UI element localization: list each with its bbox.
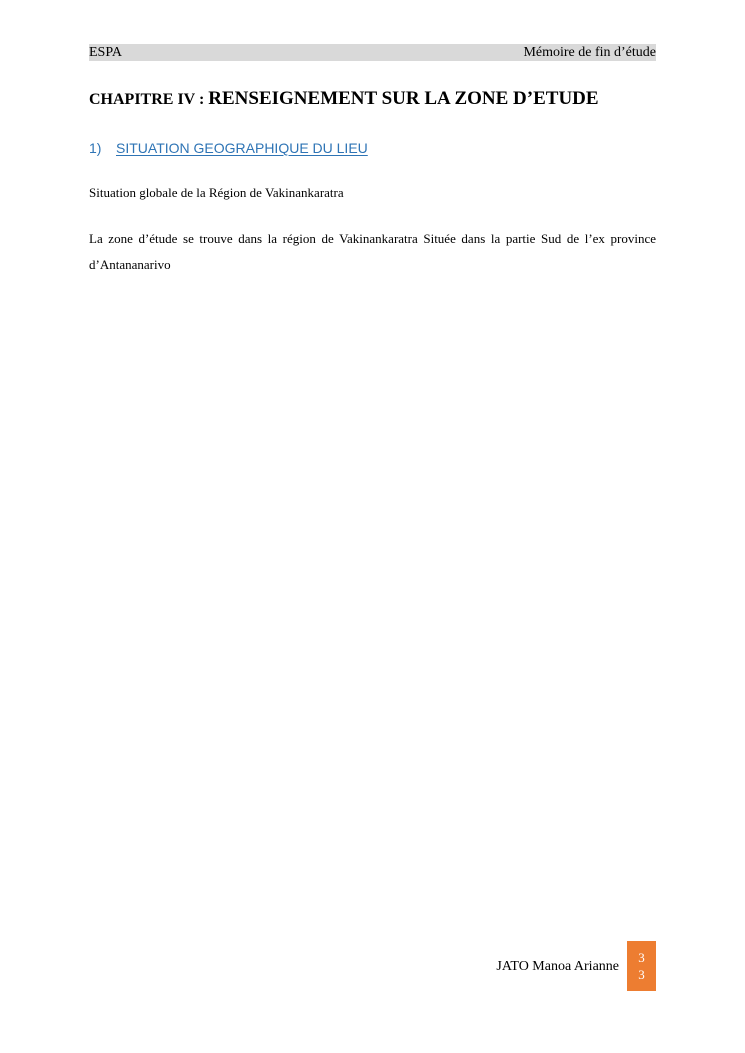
section-title: SITUATION GEOGRAPHIQUE DU LIEU [116, 140, 368, 156]
page-header [89, 44, 656, 61]
page-number-badge [627, 941, 656, 991]
paragraph-body: La zone d’étude se trouve dans la région de Vakinankaratra Située dans la partie Sud de l’ex province d’Antananarivo [89, 231, 656, 272]
page-number-digit: 3 [638, 950, 645, 965]
chapter-prefix: CHAPITRE IV : [89, 91, 209, 108]
paragraph-subtitle: Situation globale de la Région de Vakinankaratra [89, 185, 344, 200]
header-institution: ESPA [89, 45, 122, 60]
chapter-title [89, 88, 656, 110]
header-document-type: Mémoire de fin d’étude [523, 45, 656, 60]
chapter-main-title: RENSEIGNEMENT SUR LA ZONE D’ETUDE [208, 88, 599, 109]
section-heading [89, 139, 368, 157]
section-number: 1) [89, 140, 102, 156]
page-number-digit: 3 [638, 967, 645, 982]
footer-author: JATO Manoa Arianne [496, 959, 619, 974]
